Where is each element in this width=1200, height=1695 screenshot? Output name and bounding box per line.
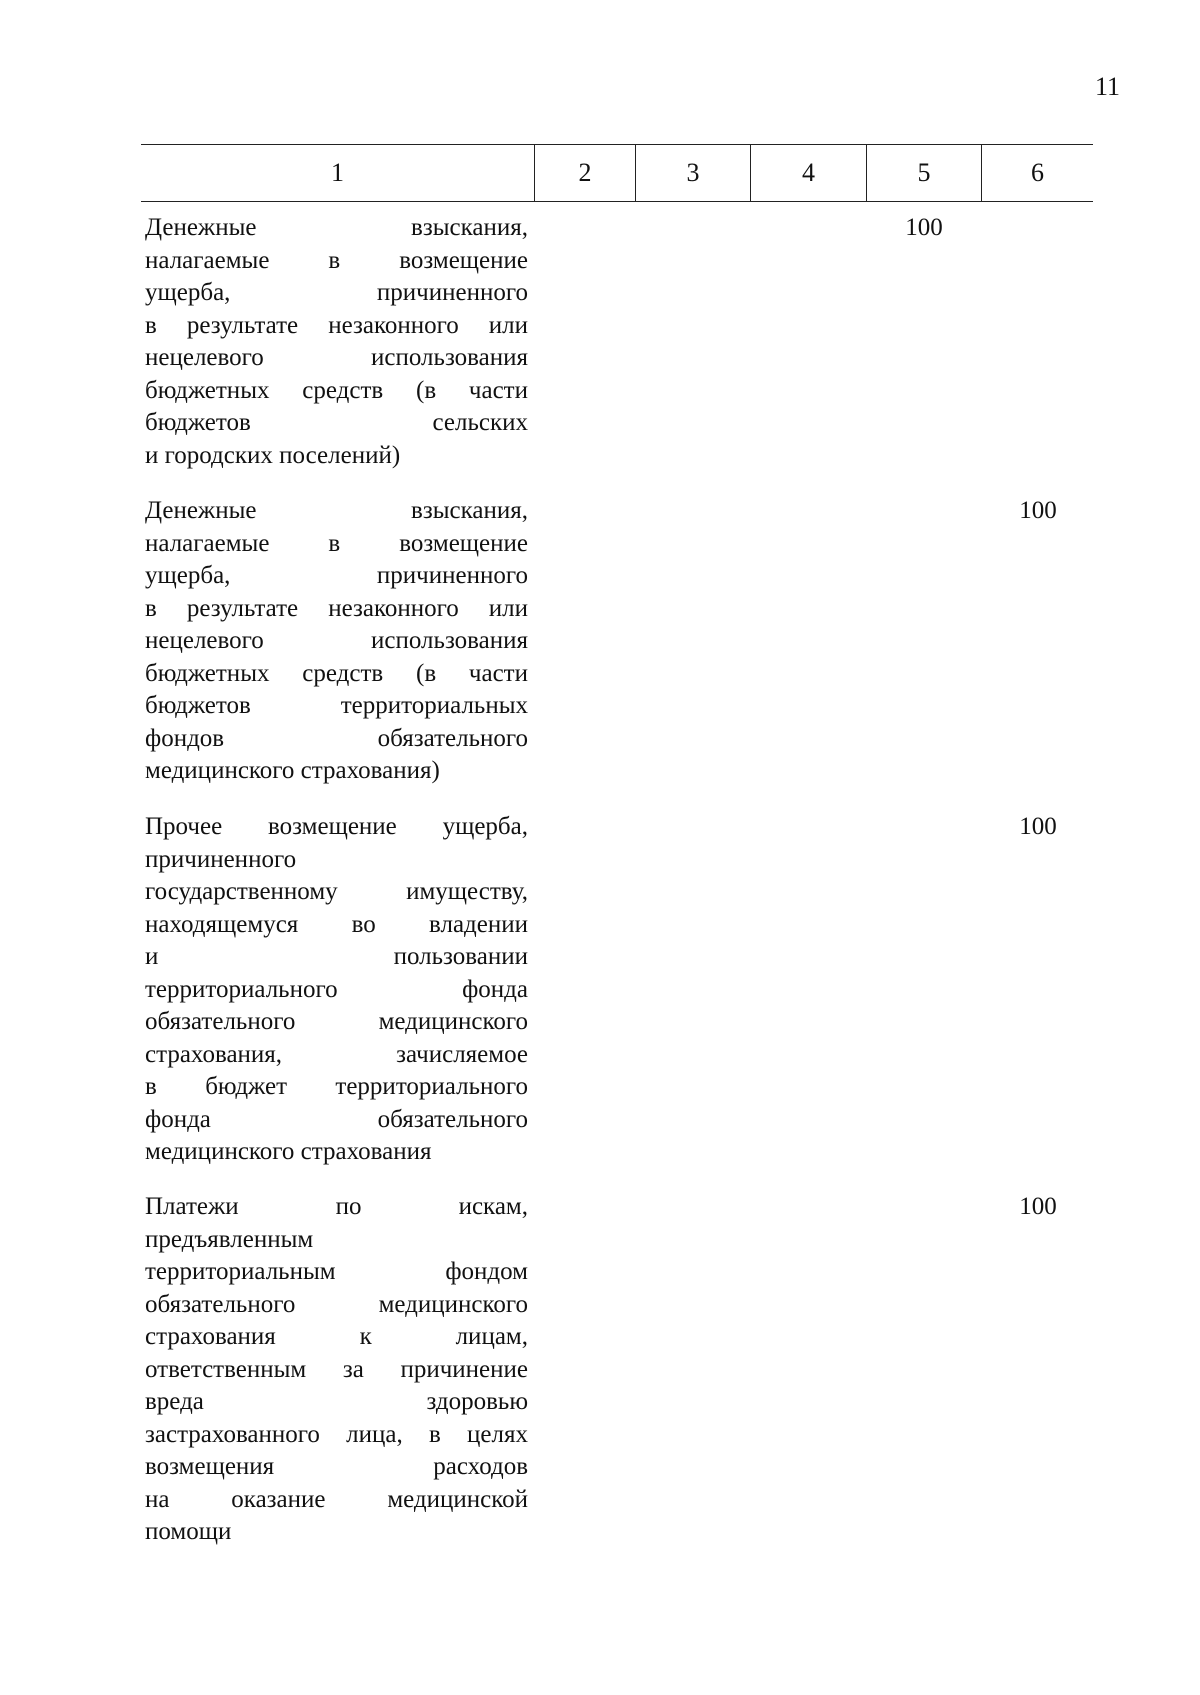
row-value: 100 xyxy=(1019,1193,1057,1220)
row-text-line: обязательного медицинского xyxy=(145,1290,528,1318)
row-text-line: бюджетных средств (в части xyxy=(145,376,528,404)
row-text-line: обязательного медицинского xyxy=(145,1008,528,1035)
table-row xyxy=(145,811,1093,1169)
row-text-line: возмещения расходов xyxy=(145,1453,528,1480)
row-text-line: в результате незаконного или xyxy=(145,311,528,339)
row-text-line: и городских поселений) xyxy=(145,441,401,469)
row-text-line: медицинского страхования xyxy=(145,1138,432,1165)
row-text-line: территориального фонда xyxy=(145,975,528,1003)
row-text-line: Прочее возмещение ущерба, xyxy=(145,813,528,840)
row-text-line: фондов обязательного xyxy=(145,724,528,752)
row-text-line: находящемуся во владении xyxy=(145,910,528,938)
row-text-line: нецелевого использования xyxy=(145,344,528,371)
row-description xyxy=(145,495,528,788)
row-text-line: помощи xyxy=(145,1518,232,1545)
row-text-line: вреда здоровью xyxy=(145,1388,528,1415)
row-text-line: нецелевого использования xyxy=(145,627,528,654)
row-text-line: Денежные взыскания, xyxy=(145,497,528,524)
row-text-line: предъявленным xyxy=(145,1225,314,1253)
column-header-2: 2 xyxy=(534,145,635,201)
row-value: 100 xyxy=(905,214,943,241)
table-header xyxy=(141,144,1093,202)
column-header-3: 3 xyxy=(635,145,750,201)
row-text-line: страхования к лицам, xyxy=(145,1323,528,1350)
row-value: 100 xyxy=(1019,497,1057,524)
row-text-line: медицинского страхования) xyxy=(145,757,440,784)
column-header-6: 6 xyxy=(981,145,1093,201)
column-header-5: 5 xyxy=(866,145,981,201)
row-text-line: территориальным фондом xyxy=(145,1258,528,1285)
row-text-line: в бюджет территориального xyxy=(145,1073,528,1100)
row-text-line: государственному имуществу, xyxy=(145,878,528,905)
row-text-line: ответственным за причинение xyxy=(145,1355,528,1383)
row-text-line: на оказание медицинской xyxy=(145,1485,528,1513)
row-text-line: и пользовании xyxy=(145,943,528,970)
table-row xyxy=(145,212,1093,472)
row-text-line: застрахованного лица, в целях xyxy=(145,1420,528,1448)
row-text-line: страхования, зачисляемое xyxy=(145,1040,528,1068)
row-text-line: ущерба, причиненного xyxy=(145,562,528,589)
row-text-line: в результате незаконного или xyxy=(145,594,528,622)
row-text-line: фонда обязательного xyxy=(145,1105,528,1133)
page-number: 11 xyxy=(1094,72,1120,101)
row-description xyxy=(145,212,528,472)
table-row xyxy=(145,495,1093,788)
row-text-line: бюджетов сельских xyxy=(145,409,528,436)
row-text-line: налагаемые в возмещение xyxy=(145,246,528,274)
column-header-1: 1 xyxy=(331,158,344,187)
column-header-4: 4 xyxy=(750,145,866,201)
row-text-line: Платежи по искам, xyxy=(145,1193,528,1220)
row-text-line: бюджетов территориальных xyxy=(145,692,528,719)
row-text-line: ущерба, причиненного xyxy=(145,279,528,306)
row-description xyxy=(145,1191,528,1549)
row-text-line: Денежные взыскания, xyxy=(145,214,528,241)
row-description xyxy=(145,811,528,1169)
table-row xyxy=(145,1191,1093,1549)
row-text-line: бюджетных средств (в части xyxy=(145,659,528,687)
row-text-line: причиненного xyxy=(145,845,297,873)
row-value: 100 xyxy=(1019,813,1057,840)
row-text-line: налагаемые в возмещение xyxy=(145,529,528,557)
